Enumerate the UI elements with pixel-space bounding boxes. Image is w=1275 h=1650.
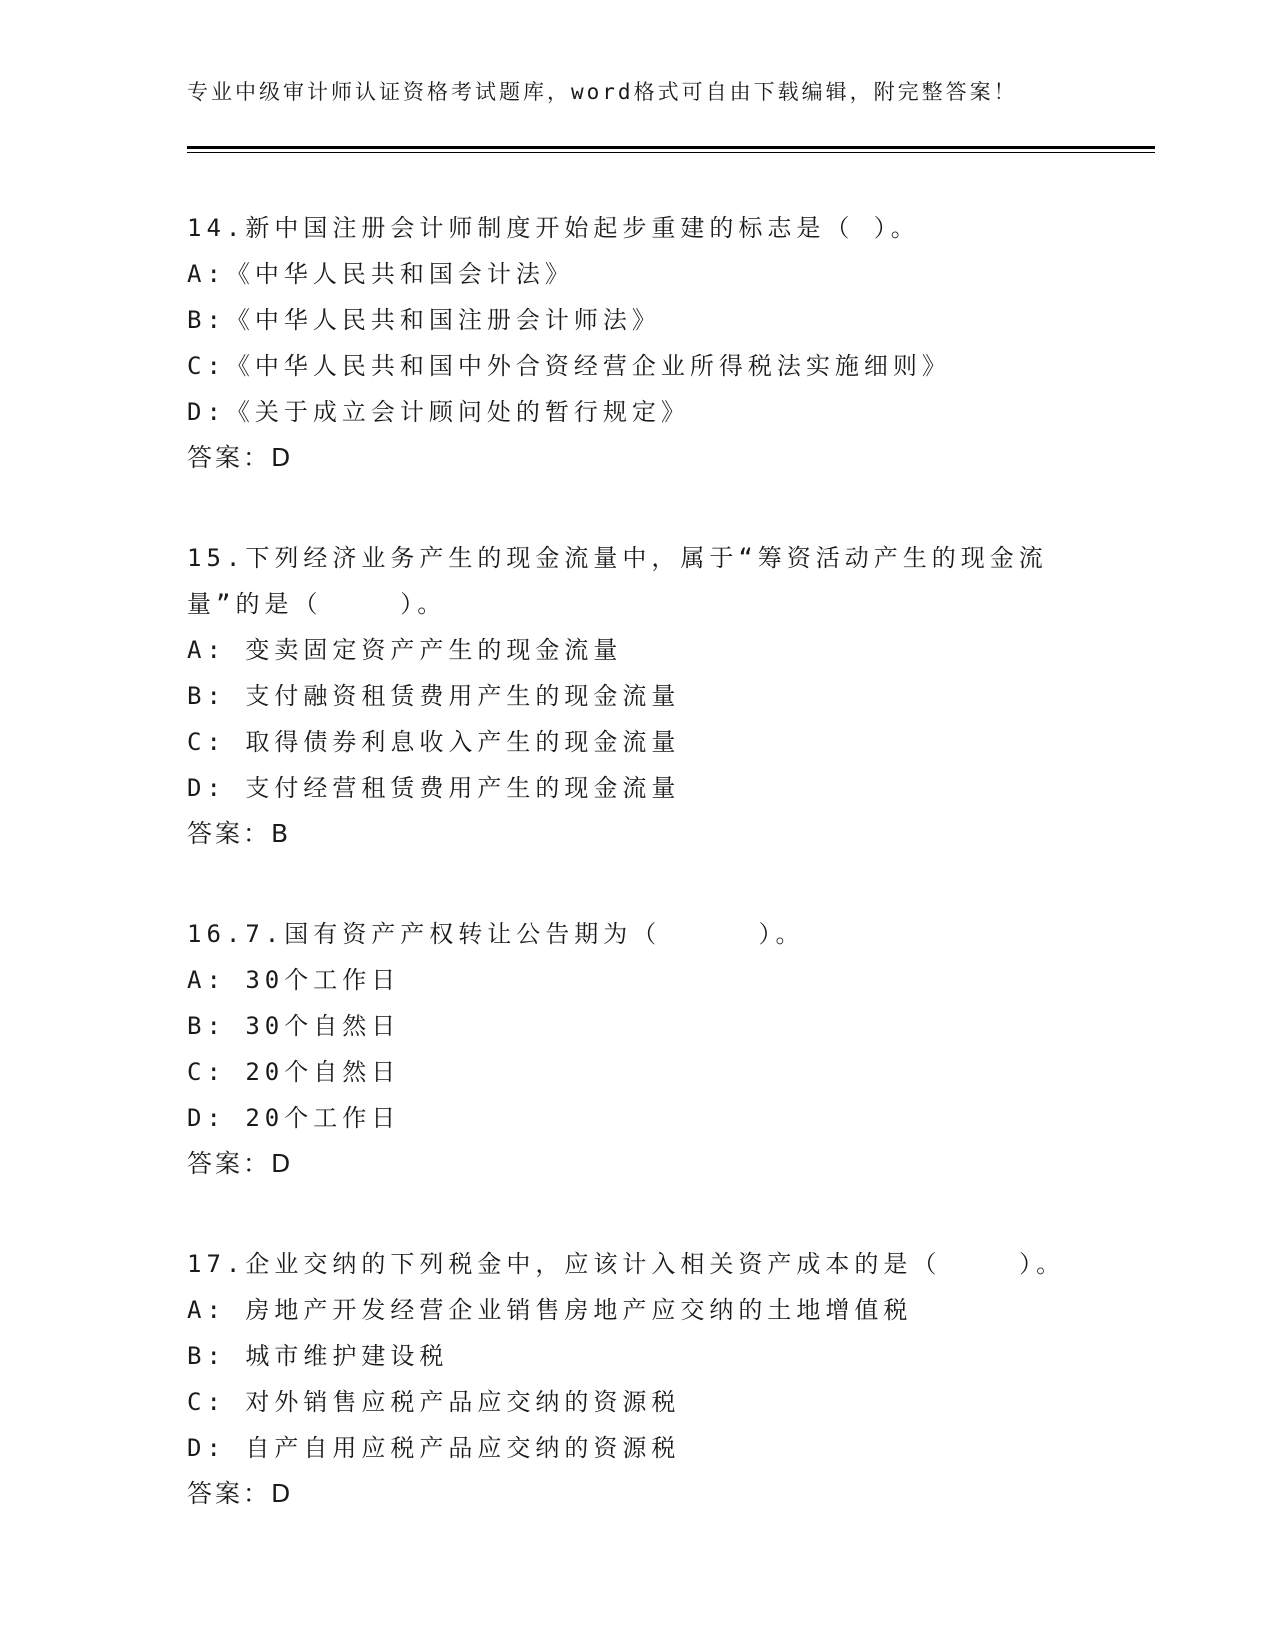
- question-list: [187, 205, 1107, 1571]
- option-b: B: 支付融资租赁费用产生的现金流量: [187, 682, 681, 710]
- option-a: A: 变卖固定资产产生的现金流量: [187, 636, 623, 664]
- option-d: D: 自产自用应税产品应交纳的资源税: [187, 1434, 681, 1462]
- option-b: B: 30个自然日: [187, 1012, 401, 1040]
- option-c: C: 取得债券利息收入产生的现金流量: [187, 728, 681, 756]
- option-c: C: 20个自然日: [187, 1058, 401, 1086]
- question-stem: 17.企业交纳的下列税金中，应该计入相关资产成本的是（ ）。: [187, 1250, 1066, 1278]
- option-d: D: 20个工作日: [187, 1104, 401, 1132]
- header-divider-thick: [187, 146, 1155, 149]
- option-a: A:《中华人民共和国会计法》: [187, 260, 574, 288]
- question-17: [187, 1241, 1107, 1517]
- question-stem: 14.新中国注册会计师制度开始起步重建的标志是（ ）。: [187, 214, 920, 242]
- option-c: C:《中华人民共和国中外合资经营企业所得税法实施细则》: [187, 352, 951, 380]
- answer: 答案：D: [187, 1479, 294, 1508]
- question-stem: 16.7.国有资产产权转让公告期为（ ）。: [187, 920, 805, 948]
- question-14: [187, 205, 1107, 481]
- option-d: D:《关于成立会计顾问处的暂行规定》: [187, 398, 690, 426]
- option-a: A: 30个工作日: [187, 966, 401, 994]
- answer: 答案：D: [187, 443, 294, 472]
- answer: 答案：D: [187, 1149, 294, 1178]
- question-16: [187, 911, 1107, 1187]
- option-a: A: 房地产开发经营企业销售房地产应交纳的土地增值税: [187, 1296, 913, 1324]
- answer: 答案：B: [187, 819, 292, 848]
- question-stem: 15.下列经济业务产生的现金流量中，属于“筹资活动产生的现金流量”的是（ ）。: [187, 544, 1048, 618]
- question-15: [187, 535, 1107, 857]
- page-header: 专业中级审计师认证资格考试题库，word格式可自由下载编辑，附完整答案！: [187, 80, 1018, 104]
- header-divider-thin: [187, 152, 1155, 153]
- option-b: B:《中华人民共和国注册会计师法》: [187, 306, 661, 334]
- option-d: D: 支付经营租赁费用产生的现金流量: [187, 774, 681, 802]
- option-b: B: 城市维护建设税: [187, 1342, 449, 1370]
- option-c: C: 对外销售应税产品应交纳的资源税: [187, 1388, 681, 1416]
